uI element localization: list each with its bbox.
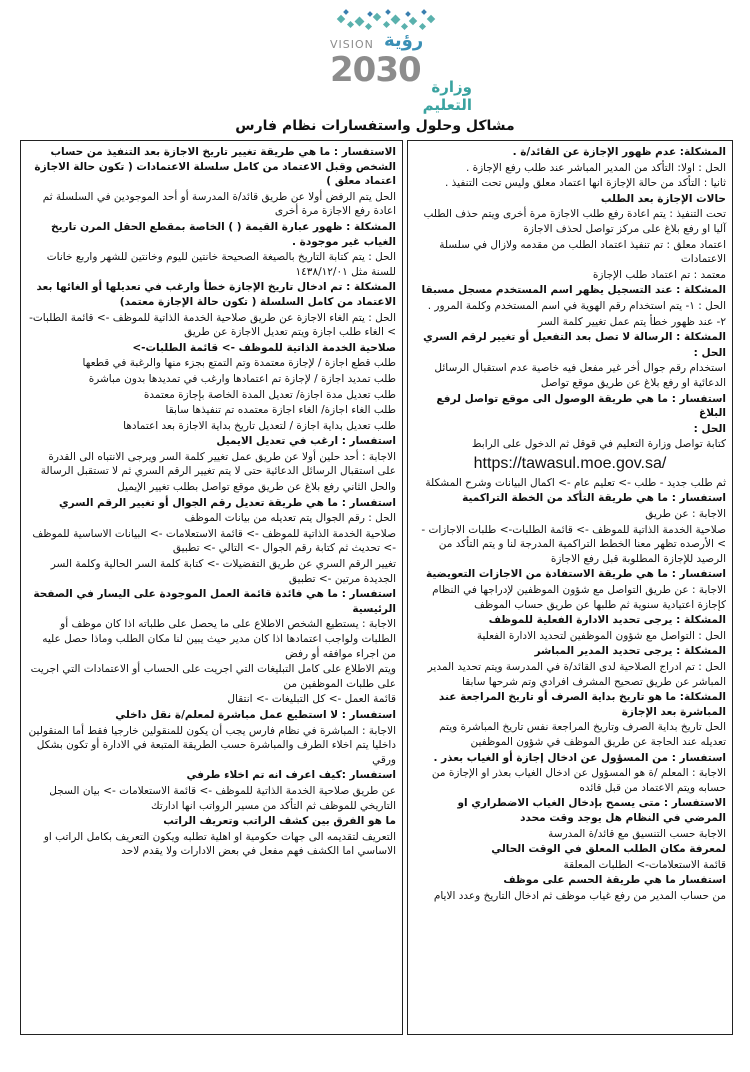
left-column: [20, 140, 403, 1035]
question-heading: الحل :: [693, 346, 726, 359]
answer-text: من حساب المدير من رفع غياب موظف ثم ادخال التاريخ وعدد الايام: [433, 889, 726, 902]
question-heading: الاستفسار : متى يسمح بإدخال الغياب الاضطراري او المرضي في النظام هل يوجد وقت محدد: [457, 797, 726, 824]
question-heading: المشكلة : ظهور عبارة القيمة ( ) الخاصة بمقطع الحقل المرن تاريخ الغياب غير موجودة .: [51, 220, 396, 248]
answer-text: والحل الثاني رفع بلاغ عن طريق موقع تواصل بطلب تغيير الإيميل: [117, 481, 396, 494]
answer-text: الحل : التواصل مع شؤون الموظفين لتحديد الادارة الفعلية: [476, 629, 726, 642]
answer-text: الاجابة : أحد حلين أولا عن طريق عمل تغيير كلمة السر ويرجى الانتباه الى القدرة على استقبال الرسائل الدعائية حتى لا يتم تغيير الرقم السري ثم لا تستقبل الرسالة: [40, 450, 396, 478]
answer-text: طلب تمديد اجازة / لإجازة تم اعتمادها وارغب في تمديدها بدون مباشرة: [88, 372, 396, 385]
question-heading: استفسار : لا استطيع عمل مباشرة لمعلم/ة نقل داخلي: [115, 708, 396, 721]
question-heading: المشكلة : تم ادخال تاريخ الإجازة خطأ وارغب في تعديلها أو الغائها بعد الاعتماد من كامل السلسلة ( تكون حالة الإجازة معتمد): [36, 281, 396, 308]
answer-text: الاجابة : عن طريق: [645, 508, 726, 521]
vision-2030-logo: [322, 8, 472, 114]
answer-text: قائمة العمل -> كل التبليغات -> انتقال: [227, 693, 396, 706]
question-heading: استفسار : من المسؤول عن ادخال إجازة أو الغياب بعذر .: [433, 751, 726, 764]
answer-text: الاجابة : المعلم /ة هو المسؤول عن ادخال الغياب بعذر او الإجازة من حسابه ويتم الاعتماد من قبل قائده: [431, 767, 726, 794]
answer-text: الحل : اولا: التأكد من المدير المباشر عند طلب رفع الإجازة .: [465, 161, 726, 174]
question-heading: المشكلة : الرسالة لا تصل بعد التفعيل أو تغيير لرقم السري: [423, 331, 726, 344]
answer-text: الحل : يتم الغاء الاجازة عن طريق صلاحية الخدمة الذاتية للموظف -> قائمة الطلبات-> الغاء طلب اجازة ويتم تعديل الاجازة عن طريق: [29, 311, 396, 339]
question-heading: المشكلة : عند التسجيل يظهر اسم المستخدم مسجل مسبقا: [421, 284, 726, 297]
answer-text: الاجابة حسب التنسيق مع قائد/ة المدرسة: [548, 827, 726, 840]
question-heading: استفسار : ما هي طريقة الوصول الى موقع تواصل لرفع البلاغ: [436, 392, 726, 420]
question-heading: استفسار : ارغب في تعديل الايميل: [216, 435, 396, 448]
answer-text: الاجابة : المباشرة في نظام فارس يجب أن يكون للمنقولين خارجيا فقط أما المنقولين داخليا يتم اخلاء الطرف والمباشرة حسب الطريقة المتبعة في الادارة أو تكون بشكل ورقي: [28, 724, 396, 766]
answer-text: تغيير الرقم السري عن طريق التفضيلات -> كتابة كلمة السر الحالية وكلمة السر الجديدة مرتين -> تطبيق: [50, 558, 396, 585]
answer-text: الحل تاريخ بداية الصرف وتاريخ المراجعة نفس تاريخ المباشرة ويتم تعديله عند الحاجة عن طريق الموظف في شؤون الموظفين: [439, 721, 726, 748]
answer-text: قائمة الاستعلامات-> الطلبات المعلقة: [563, 858, 726, 871]
question-heading: الاستفسار : ما هي طريقة تغيير تاريخ الاجازة بعد التنفيذ من حساب الشخص وقبل الاعتماد من كامل سلسلة الاعتمادات ( تكون حالة الاجازة اعتماد معلق ): [34, 146, 396, 188]
answer-text: ثانيا : التأكد من حالة الإجازة انها اعتماد معلق وليس تحت التنفيذ .: [444, 177, 726, 190]
answer-text: صلاحية الخدمة الذاتية للموظف -> قائمة الطلبات-> طلبات الاجازات -> الأرصده تظهر معنا الخطط التراكمية المدرجة لنا و يتم التأكد من الرصيد للإجازة المطلوبة قبل رفع الاجازة: [421, 523, 726, 565]
ministry-name: وزارة التعليم: [422, 78, 472, 114]
answer-text: الحل : ١- يتم استخدام رقم الهوية في اسم المستخدم وكلمة المرور .: [427, 299, 726, 312]
question-heading: الحل :: [693, 422, 726, 435]
answer-text: الحل يتم الرفض أولا عن طريق قائد/ة المدرسة أو أحد الموجودين في السلسلة ثم اعادة رفع الاجازة مرة أخرى: [42, 190, 396, 218]
question-heading: استفسار : ما هي طريقة التأكد من الخطة التراكمية: [462, 492, 726, 505]
link-text[interactable]: https://tawasul.moe.gov.sa/: [473, 454, 667, 472]
question-heading: استفسار ما هي طريقة الحسم على موظف: [503, 874, 726, 887]
answer-text: ويتم الاطلاع على كامل التبليغات التي اجريت على الحساب أو الاعتمادات التي اجريت على طلبات الموظفين من: [30, 663, 396, 690]
answer-text: استخدام رقم جوال أخر غير مفعل فيه خاصية عدم استقبال الرسائل الدعائية او رفع بلاغ عن طريق موقع تواصل: [434, 362, 726, 389]
right-column: [407, 140, 733, 1035]
document-title: مشاكل وحلول واستفسارات نظام فارس: [235, 118, 515, 134]
answer-text: الحل : رقم الجوال يتم تعديله من بيانات الموظف: [184, 512, 396, 525]
question-heading: صلاحية الخدمة الذاتية للموظف -> قائمة الطلبات->: [132, 341, 396, 354]
question-heading: لمعرفة مكان الطلب المعلق في الوقت الحالي: [491, 843, 726, 856]
answer-text: طلب تعديل مدة اجازة/ تعديل المدة الخاصة بإجازة معتمدة: [143, 388, 396, 401]
question-heading: المشكلة: ما هو تاريخ بداية الصرف أو تاريخ المراجعة عند المباشرة بعد الإجازة: [438, 691, 726, 718]
question-heading: المشكلة : يرجى تحديد المدير المباشر: [534, 645, 726, 658]
question-heading: ما هو الفرق بين كشف الراتب وتعريف الراتب: [163, 815, 396, 828]
answer-text: اعتماد معلق : تم تنفيذ اعتماد الطلب من مقدمه ولازال في سلسلة الاعتمادات: [439, 238, 726, 266]
question-heading: حالات الإجازة بعد الطلب: [600, 192, 726, 205]
answer-text: التعريف لتقديمه الى جهات حكومية او اهلية تطلبه ويكون التعريف بكامل الراتب او الاساسي اما الكشف فهم مفعل في بعض الادارات ولا يقدم لاحد: [43, 830, 396, 858]
question-heading: استفسار : ما هي طريقة الاستفادة من الاجازات التعويضية: [426, 568, 726, 581]
answer-text: ثم طلب جديد - طلب -> تعليم عام -> اكمال البيانات وشرح المشكلة: [425, 476, 726, 489]
question-heading: استفسار :كيف اعرف انه تم اخلاء طرفي: [186, 769, 396, 782]
vision-arabic: رؤية: [384, 30, 424, 51]
answer-text: الاجابة : عن طريق التواصل مع شؤون الموظفين لإدراجها في النظام كإجازة اعتيادية سنوية ثم طلبها عن طريق حساب الموظف: [432, 584, 726, 611]
answer-text: كتابة تواصل وزارة التعليم في قوقل ثم الدخول على الرابط: [471, 438, 726, 451]
question-heading: استفسار : ما هي فائدة قائمة العمل الموجودة على اليسار في الصفحة الرئيسية: [33, 588, 396, 615]
question-heading: المشكلة : يرجى تحديد الادارة الفعلية للموظف: [488, 614, 726, 627]
answer-text: الحل : تم ادراج الصلاحية لدى القائد/ة في المدرسة ويتم تحديد المدير المباشر عن طريق تصحيح المشرف افرادي وتم شرحها سابقا: [427, 661, 726, 688]
answer-text: معتمد : تم اعتماد طلب الإجازة: [592, 268, 726, 281]
answer-text: طلب تعديل بداية اجازة / لتعديل تاريخ بداية الاجازة بعد اعتمادها: [123, 419, 396, 432]
answer-text: الحل : يتم كتابة التاريخ بالصيغة الصحيحة خانتين لليوم وخانتين للشهر واربع خانات للسنة مثل ١٤٣٨/١٢/٠١: [46, 251, 396, 278]
answer-text: ٢- عند ظهور خطأ يتم عمل تغيير كلمة السر: [537, 315, 726, 328]
answer-text: الاجابة : يستطيع الشخص الاطلاع على ما يحصل على طلباته اذا كان موظف أو الطلبات ولواجب اعتمادها اذا كان مدير حيث يبين لنا مكان الطلب وماذا حصل عليه من اجراء موافقه أو رفض: [42, 618, 396, 660]
question-heading: المشكلة: عدم ظهور الإجازة عن القائد/ة .: [512, 146, 726, 158]
answer-text: طلب قطع اجازة / لإجازة معتمدة وتم التمتع بجزء منها والرغبة في قطعها: [82, 357, 396, 370]
question-heading: استفسار : ما هي طريقة تعديل رقم الجوال أو تغيير الرقم السري: [59, 496, 396, 509]
answer-text: طلب الغاء اجازة/ الغاء اجازة معتمده تم تنفيذها سابقا: [165, 404, 396, 417]
answer-text: صلاحية الخدمة الذاتية للموظف -> قائمة الاستعلامات -> البيانات الاساسية للموظف -> تحديث ثم كتابة رقم الجوال -> التالي -> تطبيق: [32, 527, 396, 555]
answer-text: تحت التنفيذ : يتم اعادة رفع طلب الاجازة مرة أخرى ويتم حذف الطلب آليا او رفع بلاغ على مركز تواصل لحذف الاجازة: [423, 208, 726, 235]
vision-word: VISION: [330, 38, 374, 51]
vision-year: 2030: [330, 50, 421, 90]
answer-text: عن طريق صلاحية الخدمة الذاتية للموظف -> قائمة الاستعلامات -> بيان السجل التاريخي للموظف ثم التأكد من مسير الرواتب انها ادارتك: [49, 784, 396, 812]
